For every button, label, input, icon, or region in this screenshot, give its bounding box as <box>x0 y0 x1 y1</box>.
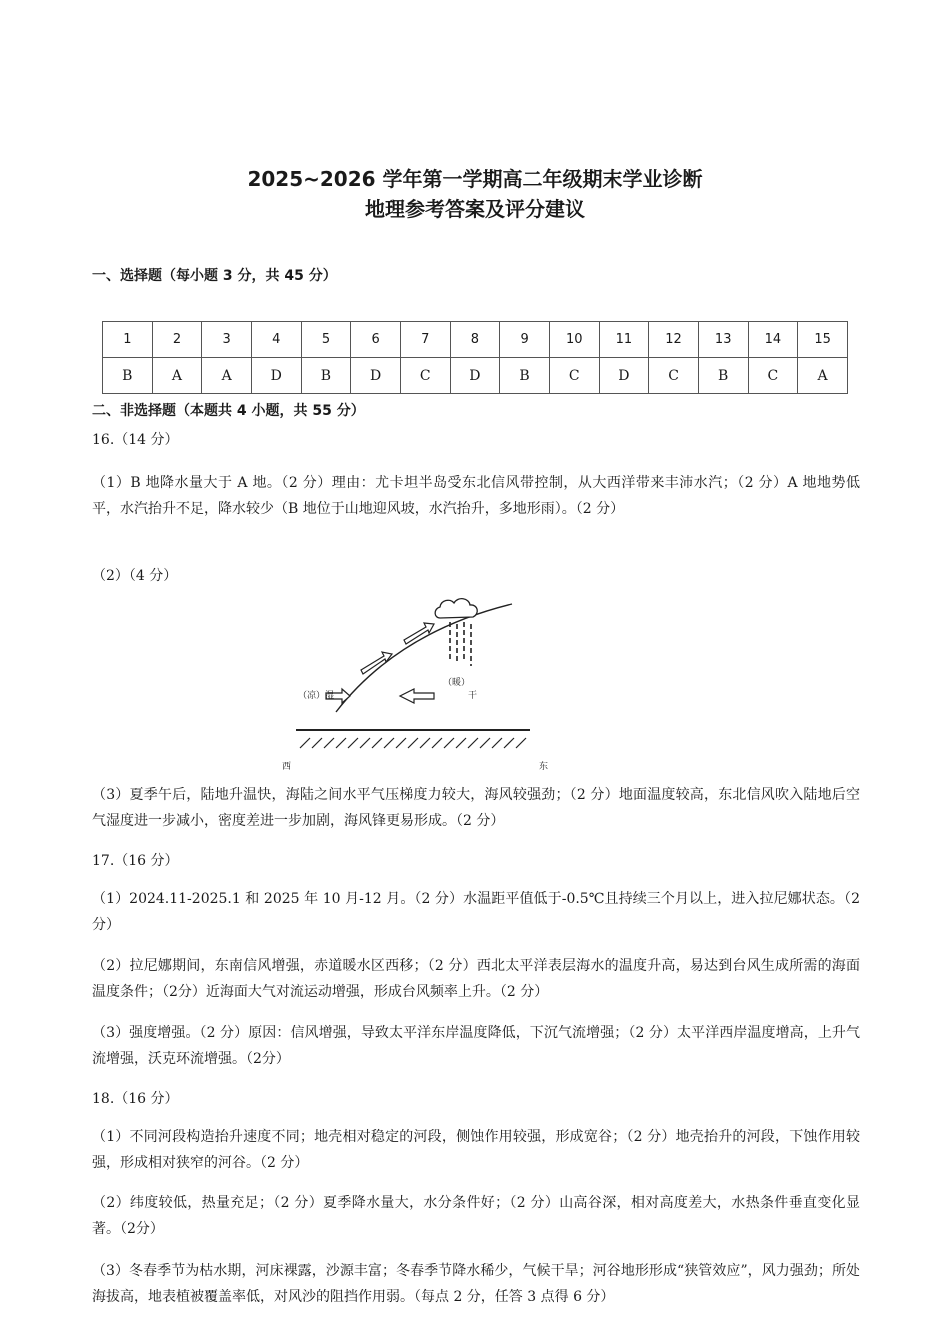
answer-cell: D <box>251 358 301 394</box>
sea-breeze-front-diagram <box>268 592 568 774</box>
question-number: 14 <box>748 322 798 358</box>
question-number: 9 <box>500 322 550 358</box>
question-number: 15 <box>798 322 848 358</box>
q16-part1: （1）B 地降水量大于 A 地。（2 分）理由：尤卡坦半岛受东北信风带控制，从大西洋带来丰沛水汽；（2 分）A 地地势低平，水汽抬升不足，降水较少（B 地位于山地迎风坡，水汽抬升，多地形雨）。（2 分） <box>92 475 860 517</box>
q18-part3: （3）冬春季节为枯水期，河床裸露，沙源丰富；冬春季节降水稀少，气候干旱；河谷地形形成“狭管效应”，风力强劲；所处海拔高，地表植被覆盖率低，对风沙的阻挡作用弱。（每点 2 分，任答 3 点得 6 分） <box>92 1263 860 1305</box>
answer-cell: C <box>748 358 798 394</box>
answer-table-answer-row <box>103 358 848 394</box>
label-dry: 干 <box>468 691 478 701</box>
section-non-choice-heading: 二、非选择题（本题共 4 小题，共 55 分） <box>92 403 365 419</box>
q17-part2: （2）拉尼娜期间，东南信风增强，赤道暖水区西移；（2 分）西北太平洋表层海水的温度升高，易达到台风生成所需的海面温度条件；（2分）近海面大气对流运动增强，形成台风频率上升。（2 分） <box>92 958 860 1000</box>
sea-breeze-front-svg <box>268 592 568 774</box>
answer-cell: B <box>500 358 550 394</box>
rain-icon <box>450 622 471 666</box>
question-number: 13 <box>698 322 748 358</box>
answer-cell: A <box>202 358 252 394</box>
answer-cell: C <box>400 358 450 394</box>
document-subtitle: 地理参考答案及评分建议 <box>365 197 585 221</box>
cloud-icon <box>435 599 477 618</box>
label-east: 东 <box>539 762 549 772</box>
question-number: 12 <box>649 322 699 358</box>
q18-part1: （1）不同河段构造抬升速度不同；地壳相对稳定的河段，侧蚀作用较强，形成宽谷；（2 分）地壳抬升的河段，下蚀作用较强，形成相对狭窄的河谷。（2 分） <box>92 1129 860 1171</box>
question-number: 2 <box>152 322 202 358</box>
answer-table-number-row <box>103 322 848 358</box>
question-number: 5 <box>301 322 351 358</box>
sea-breeze-arrow-west-icon <box>400 689 434 703</box>
q16-part2: （2）（4 分） <box>92 568 178 584</box>
q17-part3: （3）强度增强。（2 分）原因：信风增强，导致太平洋东岸温度降低，下沉气流增强；（2 分）太平洋西岸温度增高，上升气流增强，沃克环流增强。（2分） <box>92 1025 860 1067</box>
question-number: 6 <box>351 322 401 358</box>
question-number: 1 <box>103 322 153 358</box>
question-number: 7 <box>400 322 450 358</box>
q17-header: 17.（16 分） <box>92 853 179 869</box>
answer-cell: B <box>103 358 153 394</box>
answer-cell: A <box>152 358 202 394</box>
answer-cell: A <box>798 358 848 394</box>
label-west: 西 <box>282 762 292 772</box>
document-title: 2025~2026 学年第一学期高二年级期末学业诊断 <box>247 167 703 191</box>
question-number: 3 <box>202 322 252 358</box>
answer-cell: D <box>450 358 500 394</box>
q16-header: 16.（14 分） <box>92 432 179 448</box>
section-multiple-choice-heading: 一、选择题（每小题 3 分，共 45 分） <box>92 268 337 284</box>
q17-part1: （1）2024.11-2025.1 和 2025 年 10 月-12 月。（2 分）水温距平值低于-0.5℃且持续三个月以上，进入拉尼娜状态。（2 分） <box>92 891 860 933</box>
question-number: 11 <box>599 322 649 358</box>
answer-cell: C <box>549 358 599 394</box>
q18-header: 18.（16 分） <box>92 1091 179 1107</box>
answer-table <box>102 321 848 394</box>
q18-part2: （2）纬度较低，热量充足；（2 分）夏季降水量大，水分条件好；（2 分）山高谷深，相对高度差大，水热条件垂直变化显著。（2分） <box>92 1195 860 1237</box>
label-warm: （暖） <box>443 678 471 688</box>
question-number: 10 <box>549 322 599 358</box>
answer-cell: C <box>649 358 699 394</box>
question-number: 4 <box>251 322 301 358</box>
label-cool-wet: （凉）湿 <box>298 691 335 701</box>
answer-cell: D <box>351 358 401 394</box>
answer-cell: B <box>301 358 351 394</box>
q16-part3: （3）夏季午后，陆地升温快，海陆之间水平气压梯度力较大，海风较强劲；（2 分）地面温度较高，东北信风吹入陆地后空气湿度进一步减小，密度差进一步加剧，海风锋更易形成。（2 分） <box>92 787 860 829</box>
ground-hatching <box>300 738 526 748</box>
question-number: 8 <box>450 322 500 358</box>
answer-cell: D <box>599 358 649 394</box>
answer-cell: B <box>698 358 748 394</box>
